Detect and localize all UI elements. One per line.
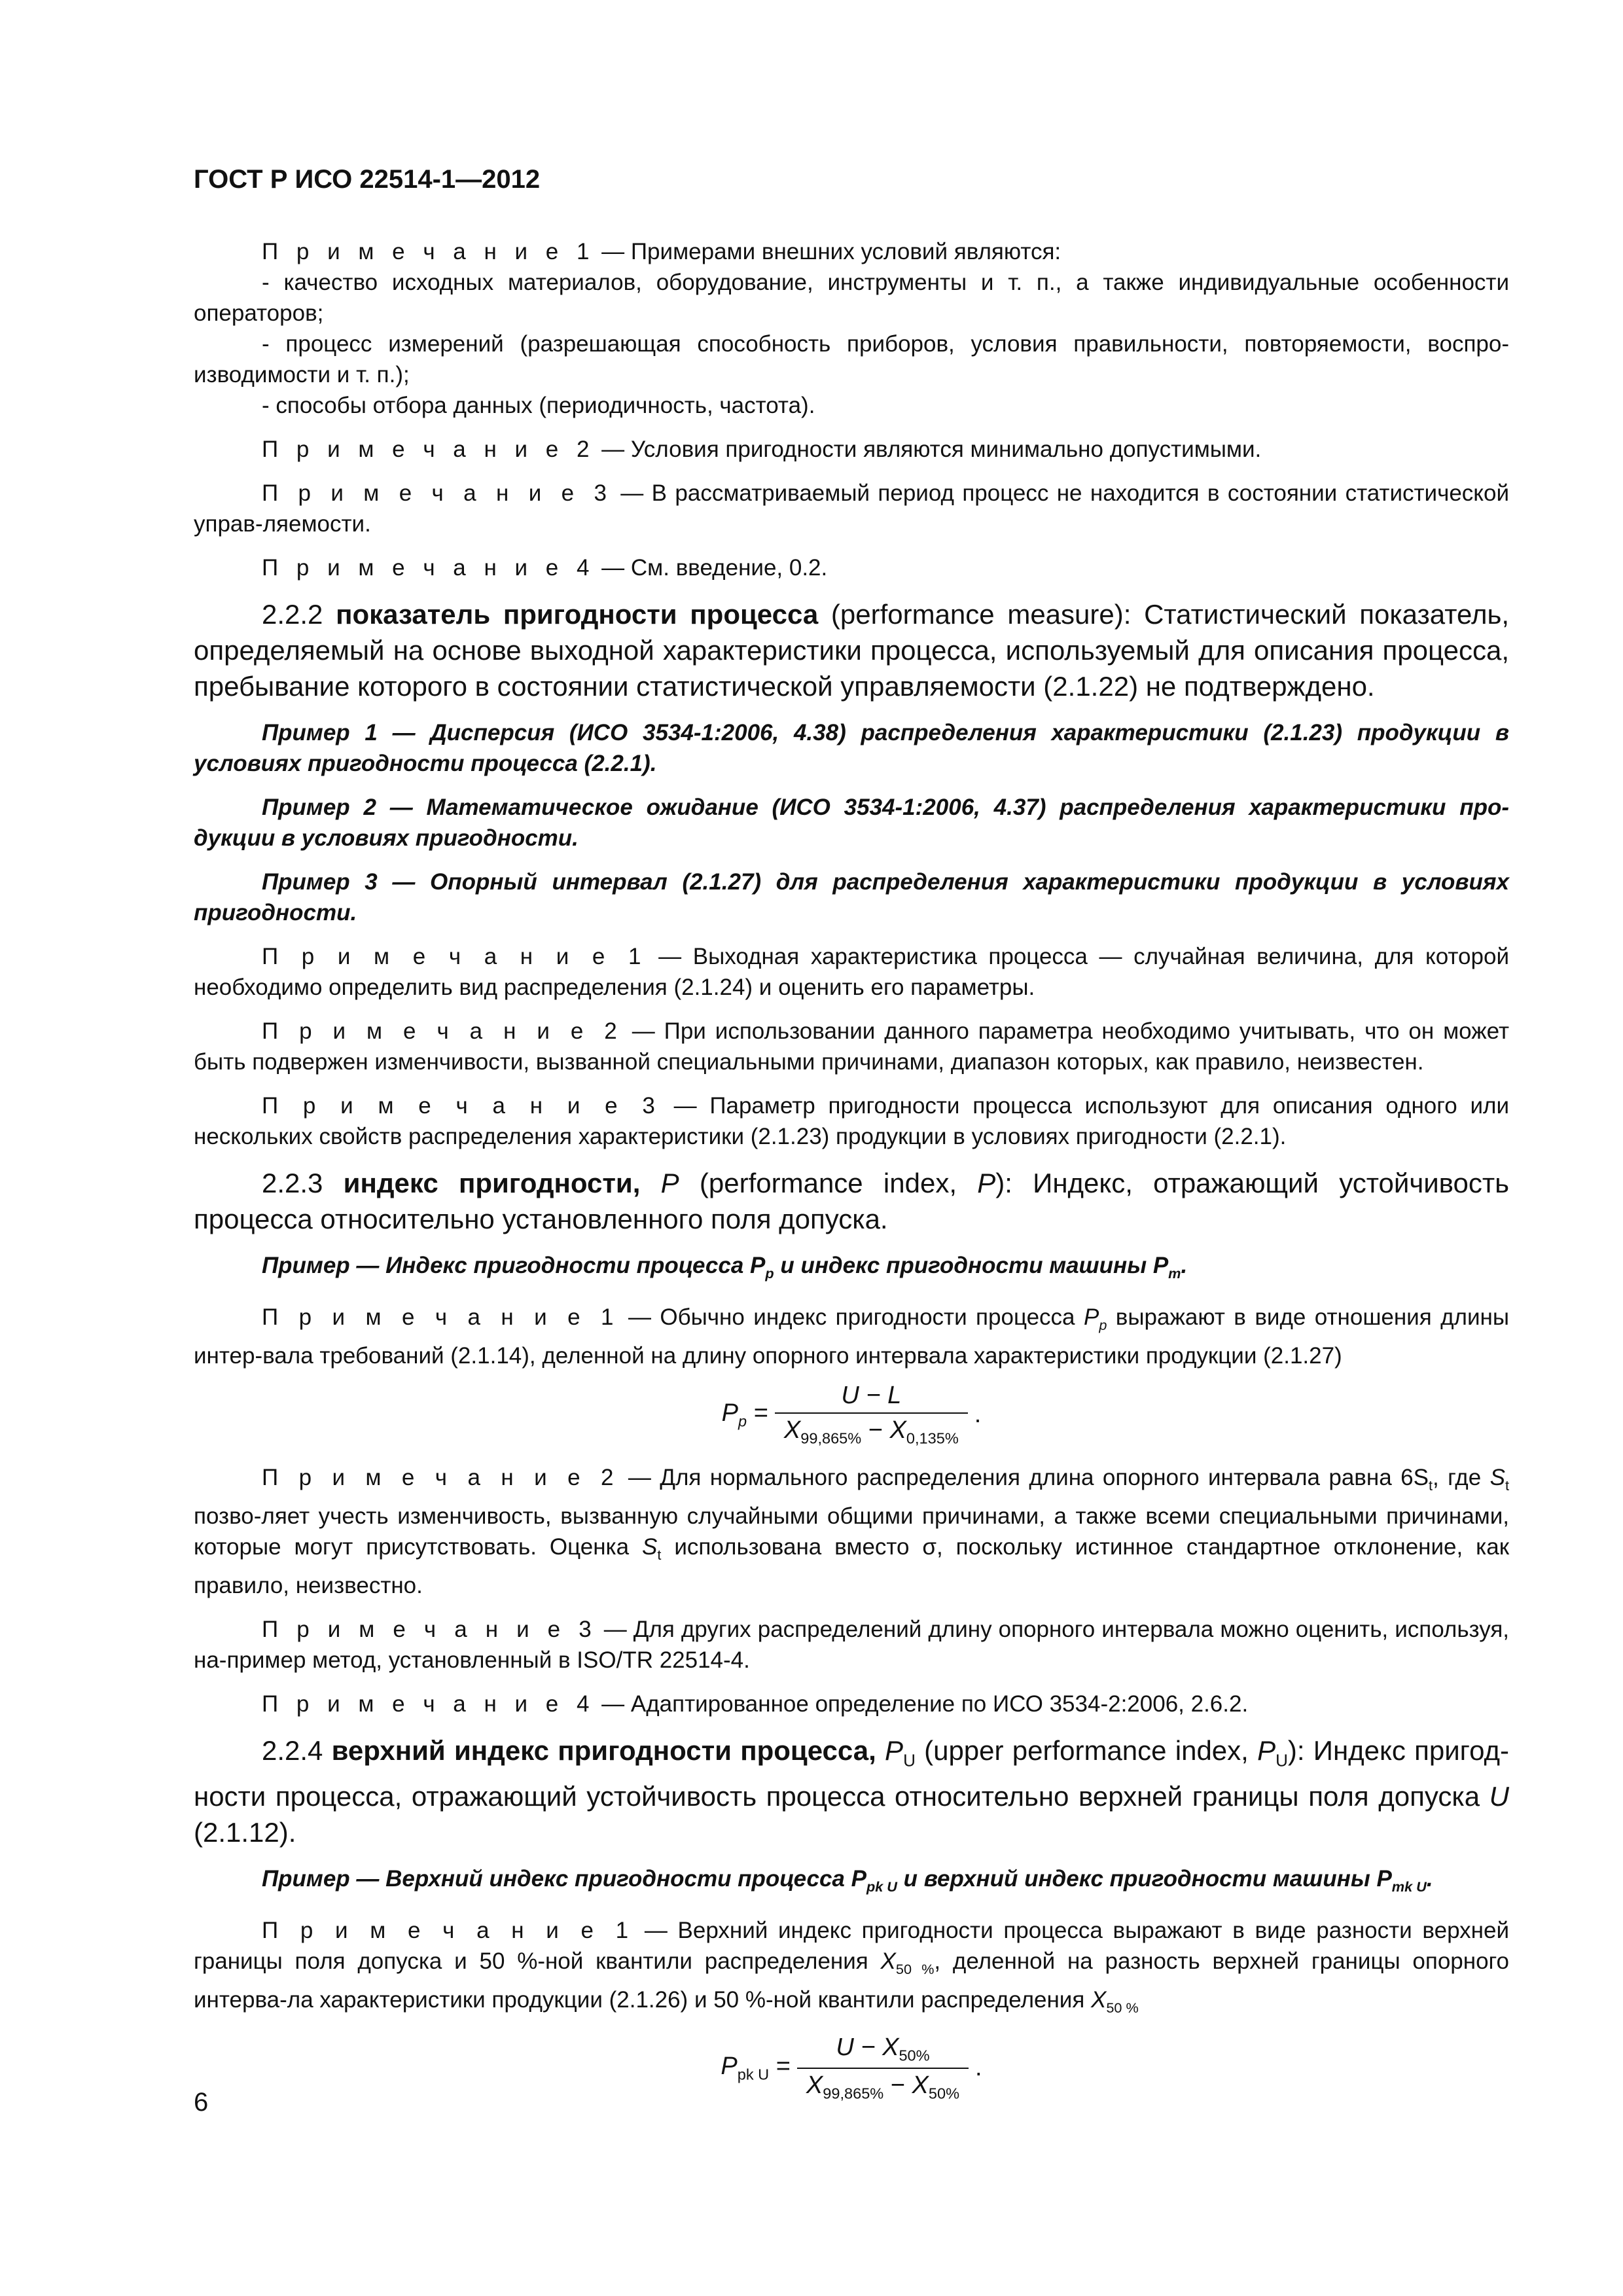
note: П р и м е ч а н и е 2 — При использовании данного параметра необходимо учитывать, что он может быть подвержен изменчивости, вызванной специальными причинами, диапазон которых, как правило, неизвестен. — [194, 1018, 1510, 1075]
example: Пример — Верхний индекс пригодности процесса $P_{pk U}$ и верхний индекс пригодности машины $P_{mk U}$. — [262, 1865, 1433, 1895]
note: П р и м е ч а н и е 2 — Условия пригодности являются минимально допустимыми. — [262, 437, 1262, 462]
document-header: ГОСТ Р ИСО 22514-1—2012 — [194, 165, 541, 194]
example: Пример 1 — Дисперсия (ИСО 3534-1:2006, 4.38) распределения характеристики (2.1.23) продукции в условиях пригодности процесса (2.2.1). — [194, 720, 1509, 776]
formula-ppku: $P_{pk U}$ = $\frac{U - X_{50\%}}{X_{99,865\%} - X_{50\%}}$ . — [721, 2033, 982, 2102]
list-item: - процесс измерений (разрешающая способность приборов, условия правильности, повторяемости, воспро-изводимости и т. п.); — [194, 331, 1509, 387]
document-page — [194, 157, 1509, 2117]
list-item: - качество исходных материалов, оборудование, инструменты и т. п., а также индивидуальные особенности операторов; — [194, 270, 1509, 326]
example: Пример 2 — Математическое ожидание (ИСО 3534-1:2006, 4.37) распределения характеристики про-дукции в условиях пригодности. — [194, 795, 1509, 851]
example: Пример 3 — Опорный интервал (2.1.27) для распределения характеристики продукции в условиях пригодности. — [194, 869, 1509, 925]
note: П р и м е ч а н и е 2 — Для нормального распределения длина опорного интервала равна $6S_t$, где $S_t$ позво-ляет учесть изменчивость, вызванную случайными общими причинами, а также всеми специальными причинами, которые могут присутствовать. Оценка $S_t$ использована вместо σ, поскольку истинное стандартное отклонение, как правило, неизвестно. — [194, 1464, 1510, 1598]
page-number: 6 — [194, 2088, 209, 2117]
note: П р и м е ч а н и е 3 — Параметр пригодности процесса используют для описания одного или нескольких свойств распределения характеристики (2.1.23) продукции в условиях пригодности (2.2.1). — [194, 1093, 1510, 1149]
note: П р и м е ч а н и е 1 — Выходная характеристика процесса — случайная величина, для которой необходимо определить вид распределения (2.1.24) и оценить его параметры. — [194, 944, 1510, 1000]
note: П р и м е ч а н и е 4 — Адаптированное определение по ИСО 3534-2:2006, 2.6.2. — [262, 1691, 1249, 1717]
formula-pp: $P_p$ = $\frac{U - L}{X_{99,865\%} - X_{0,135\%}}$ . — [721, 1382, 982, 1447]
note: П р и м е ч а н и е 4 — См. введение, 0.2. — [262, 555, 828, 581]
definition-2-2-3: 2.2.3 индекс пригодности, P (performance index, P): Индекс, отражающий устойчивость процесса относительно установленного поля допуска. — [194, 1168, 1509, 1234]
definition-2-2-4: 2.2.4 верхний индекс пригодности процесса, $P_U$ (upper performance index, $P_U$): Индекс пригод-ности процесса, отражающий устойчивость процесса относительно верхней границы поля допуска U (2.1.12). — [194, 1734, 1510, 1848]
note: П р и м е ч а н и е 1 — Верхний индекс пригодности процесса выражают в виде разности верхней границы поля допуска и 50 %-ной квантили распределения $X_{50 \%}$, деленной на разность верхней границы опорного интерва-ла характеристики продукции (2.1.26) и 50 %-ной квантили распределения $X_{50 \%}$ — [194, 1917, 1510, 2016]
note: П р и м е ч а н и е 3 — В рассматриваемый период процесс не находится в состоянии статистической управ-ляемости. — [194, 480, 1510, 537]
notes-general — [194, 236, 1509, 583]
note: П р и м е ч а н и е 1 — Примерами внешних условий являются: — [262, 239, 1061, 264]
definition-2-2-2: 2.2.2 показатель пригодности процесса (performance measure): Статистический показатель, определяемый на основе выходной характеристики процесса, используемый для описания процесса, пребывание которого в состоянии статистической управляемости (2.1.22) не подтверждено. — [194, 599, 1510, 702]
note: П р и м е ч а н и е 3 — Для других распределений длину опорного интервала можно оценить, используя, на-пример метод, установленный в ISO/TR 22514-4. — [194, 1616, 1509, 1673]
note: П р и м е ч а н и е 1 — Обычно индекс пригодности процесса $P_p$ выражают в виде отношения длины интер-вала требований (2.1.14), деленной на длину опорного интервала характеристики продукции (2.1.27) — [194, 1304, 1509, 1369]
example: Пример — Индекс пригодности процесса $P_p$ и индекс пригодности машины $P_m$. — [262, 1253, 1188, 1282]
list-item: - способы отбора данных (периодичность, частота). — [262, 393, 815, 418]
